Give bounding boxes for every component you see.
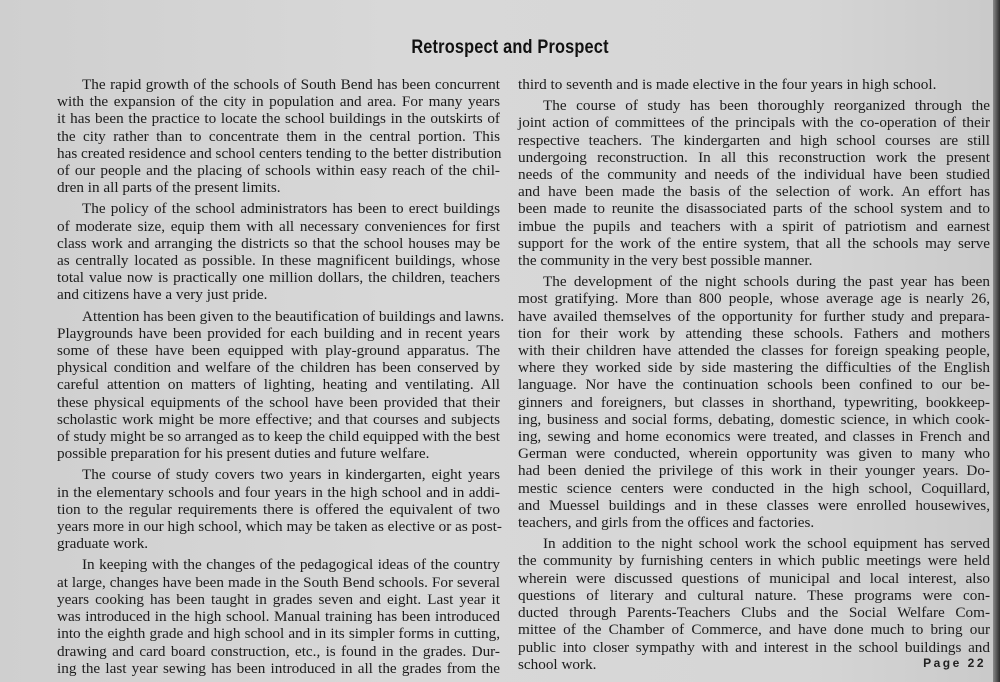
text-line: into the eighth grade and high school and in its simpler forms in cutting, bbox=[57, 625, 500, 643]
text-line: the city rather than to concentrate them in the central portion. This bbox=[57, 127, 500, 145]
text-line: tion to the regular requirements there is offered the equivalent of two bbox=[57, 500, 500, 518]
text-line: class work and arranging the districts so that the school houses may be bbox=[57, 234, 500, 252]
text-line: these physical equipments of the school have been provided that their bbox=[57, 393, 500, 411]
text-line: years more in our high school, which may be taken as elective or as post- bbox=[57, 518, 502, 536]
text-line: years cooking has been taught in grades seven and eight. Last year it bbox=[57, 590, 500, 608]
text-line: The development of the night schools during the past year has been bbox=[543, 273, 990, 291]
text-line: physical condition and welfare of the children has been conserved by bbox=[57, 359, 500, 377]
text-line: needs of the community and needs of the individual have been studied bbox=[518, 166, 990, 184]
text-line: and have been made the basis of the selection of work. An effort has bbox=[518, 183, 990, 201]
text-line: careful attention on matters of lighting, heating and ventilating. All bbox=[57, 376, 500, 394]
text-line: ing, sewing and home economics were treated, and classes in French and bbox=[518, 428, 990, 446]
text-line: support for the work of the entire system, that all the schools may serve bbox=[518, 234, 990, 252]
page-edge-shadow bbox=[993, 0, 1000, 682]
page-number: Page 22 bbox=[923, 656, 986, 670]
left-column bbox=[57, 76, 505, 681]
page-title: Retrospect and Prospect bbox=[411, 37, 609, 58]
paragraph bbox=[57, 556, 500, 676]
text-line: the community by furnishing centers in which public meetings were held bbox=[518, 552, 990, 570]
paragraph bbox=[57, 200, 500, 303]
text-line: school work. bbox=[518, 655, 597, 673]
text-line: The rapid growth of the schools of South Bend has been concurrent bbox=[82, 76, 500, 93]
text-line: where they worked side by side mastering the difficulties of the English bbox=[518, 359, 990, 377]
text-line: teachers, and girls from the offices and factories. bbox=[518, 514, 815, 532]
text-line: as centrally located as possible. In these magnificent buildings, whose bbox=[57, 252, 500, 270]
text-line: ing the last year sewing has been introduced in all the grades from the bbox=[57, 659, 500, 677]
paragraph bbox=[518, 76, 990, 93]
text-line: imbue the pupils and teachers with a spirit of patriotism and earnest bbox=[518, 217, 990, 235]
text-line: third to seventh and is made elective in the four years in high school. bbox=[518, 76, 937, 93]
paragraph bbox=[57, 307, 505, 463]
text-line: tion for their work by attending these schools. Fathers and mothers bbox=[518, 324, 990, 342]
text-line: and Muessel buildings and in these classes were enrolled housewives, bbox=[518, 496, 990, 514]
text-line: joint action of committees of the principals with the co-operation of their bbox=[518, 114, 990, 132]
text-line: ducted through Parents-Teachers Clubs and the Social Welfare Com- bbox=[518, 604, 990, 622]
text-line: Playgrounds have been provided for each building and in recent years bbox=[57, 324, 500, 342]
paragraph bbox=[57, 76, 500, 196]
text-line: graduate work. bbox=[57, 535, 149, 553]
text-line: respective teachers. The kindergarten and high school courses are still bbox=[518, 131, 990, 149]
text-line: of moderate size, equip them with all necessary conveniences for first bbox=[57, 217, 500, 235]
paragraph bbox=[518, 97, 990, 269]
text-line: ginners and foreigners, but classes in shorthand, typewriting, bookkeep- bbox=[518, 393, 990, 411]
text-line: have availed themselves of the opportunity for further study and prepara- bbox=[518, 307, 990, 325]
text-line: In keeping with the changes of the pedagogical ideas of the country bbox=[82, 556, 500, 574]
text-line: mittee of the Chamber of Commerce, and have done much to bring our bbox=[518, 621, 990, 639]
text-line: total value now is practically one million dollars, the children, teachers bbox=[57, 269, 500, 287]
text-line: of study might be so arranged as to keep the child equipped with the best bbox=[57, 428, 500, 446]
text-line: The course of study covers two years in kindergarten, eight years bbox=[82, 466, 500, 484]
paragraph bbox=[57, 466, 500, 552]
text-line: possible preparation for his present duties and future welfare. bbox=[57, 445, 430, 463]
text-line: public into closer sympathy with and interest in the school buildings and bbox=[518, 638, 990, 656]
text-line: drawing and card board construction, etc., is found in the grades. Dur- bbox=[57, 642, 500, 660]
text-line: The policy of the school administrators has been to erect buildings bbox=[82, 200, 500, 218]
text-line: with their children have attended the classes for foreign speaking people, bbox=[518, 342, 990, 360]
text-line: at large, changes have been made in the South Bend schools. For several bbox=[57, 573, 500, 591]
right-column bbox=[518, 76, 990, 677]
text-line: has created residence and school centers tending to the better distribution bbox=[57, 144, 502, 162]
text-line: the community in the very best possible manner. bbox=[518, 252, 813, 270]
text-line: dren in all parts of the present limits. bbox=[57, 179, 281, 197]
text-line: in the elementary schools and four years in the high school and in addi- bbox=[57, 483, 500, 501]
text-line: undergoing reconstruction. In all this reconstruction work the present bbox=[518, 148, 990, 166]
text-line: scholastic work might be more effective; and that courses and subjects bbox=[57, 410, 500, 428]
text-line: of our people and the placing of schools within easy reach of the chil- bbox=[57, 162, 500, 180]
text-line: The course of study has been thoroughly reorganized through the bbox=[543, 97, 990, 115]
text-line: Attention has been given to the beautification of buildings and lawns. bbox=[82, 307, 505, 325]
text-line: with the expansion of the city in population and area. For many years bbox=[57, 93, 500, 111]
text-line: ing, business and social forms, debating, domestic science, in which cook- bbox=[518, 410, 990, 428]
text-line: and citizens have a very just pride. bbox=[57, 286, 268, 304]
text-line: it has been the practice to locate the school buildings in the outskirts of bbox=[57, 110, 500, 128]
text-line: German were conducted, wherein opportunity was given to many who bbox=[518, 445, 990, 463]
paragraph bbox=[518, 273, 990, 531]
text-line: most gratifying. More than 800 people, whose average age is nearly 26, bbox=[518, 290, 990, 308]
text-line: language. Nor have the continuation schools been confined to our be- bbox=[518, 376, 990, 394]
text-line: was introduced in the high school. Manual training has been introduced bbox=[57, 608, 500, 626]
text-line: wherein were discussed questions of municipal and local interest, also bbox=[518, 569, 990, 587]
text-line: been made to reunite the disassociated parts of the school system and to bbox=[518, 200, 990, 218]
text-line: had been denied the privilege of this work in their younger years. Do- bbox=[518, 462, 990, 480]
text-line: mestic science centers were conducted in the high school, Coquillard, bbox=[518, 479, 990, 497]
paragraph bbox=[518, 535, 990, 673]
text-line: some of these have been equipped with play-ground apparatus. The bbox=[57, 342, 500, 360]
text-line: questions of literary and cultural nature. These programs were con- bbox=[518, 586, 990, 604]
text-line: In addition to the night school work the school equipment has served bbox=[543, 535, 990, 553]
